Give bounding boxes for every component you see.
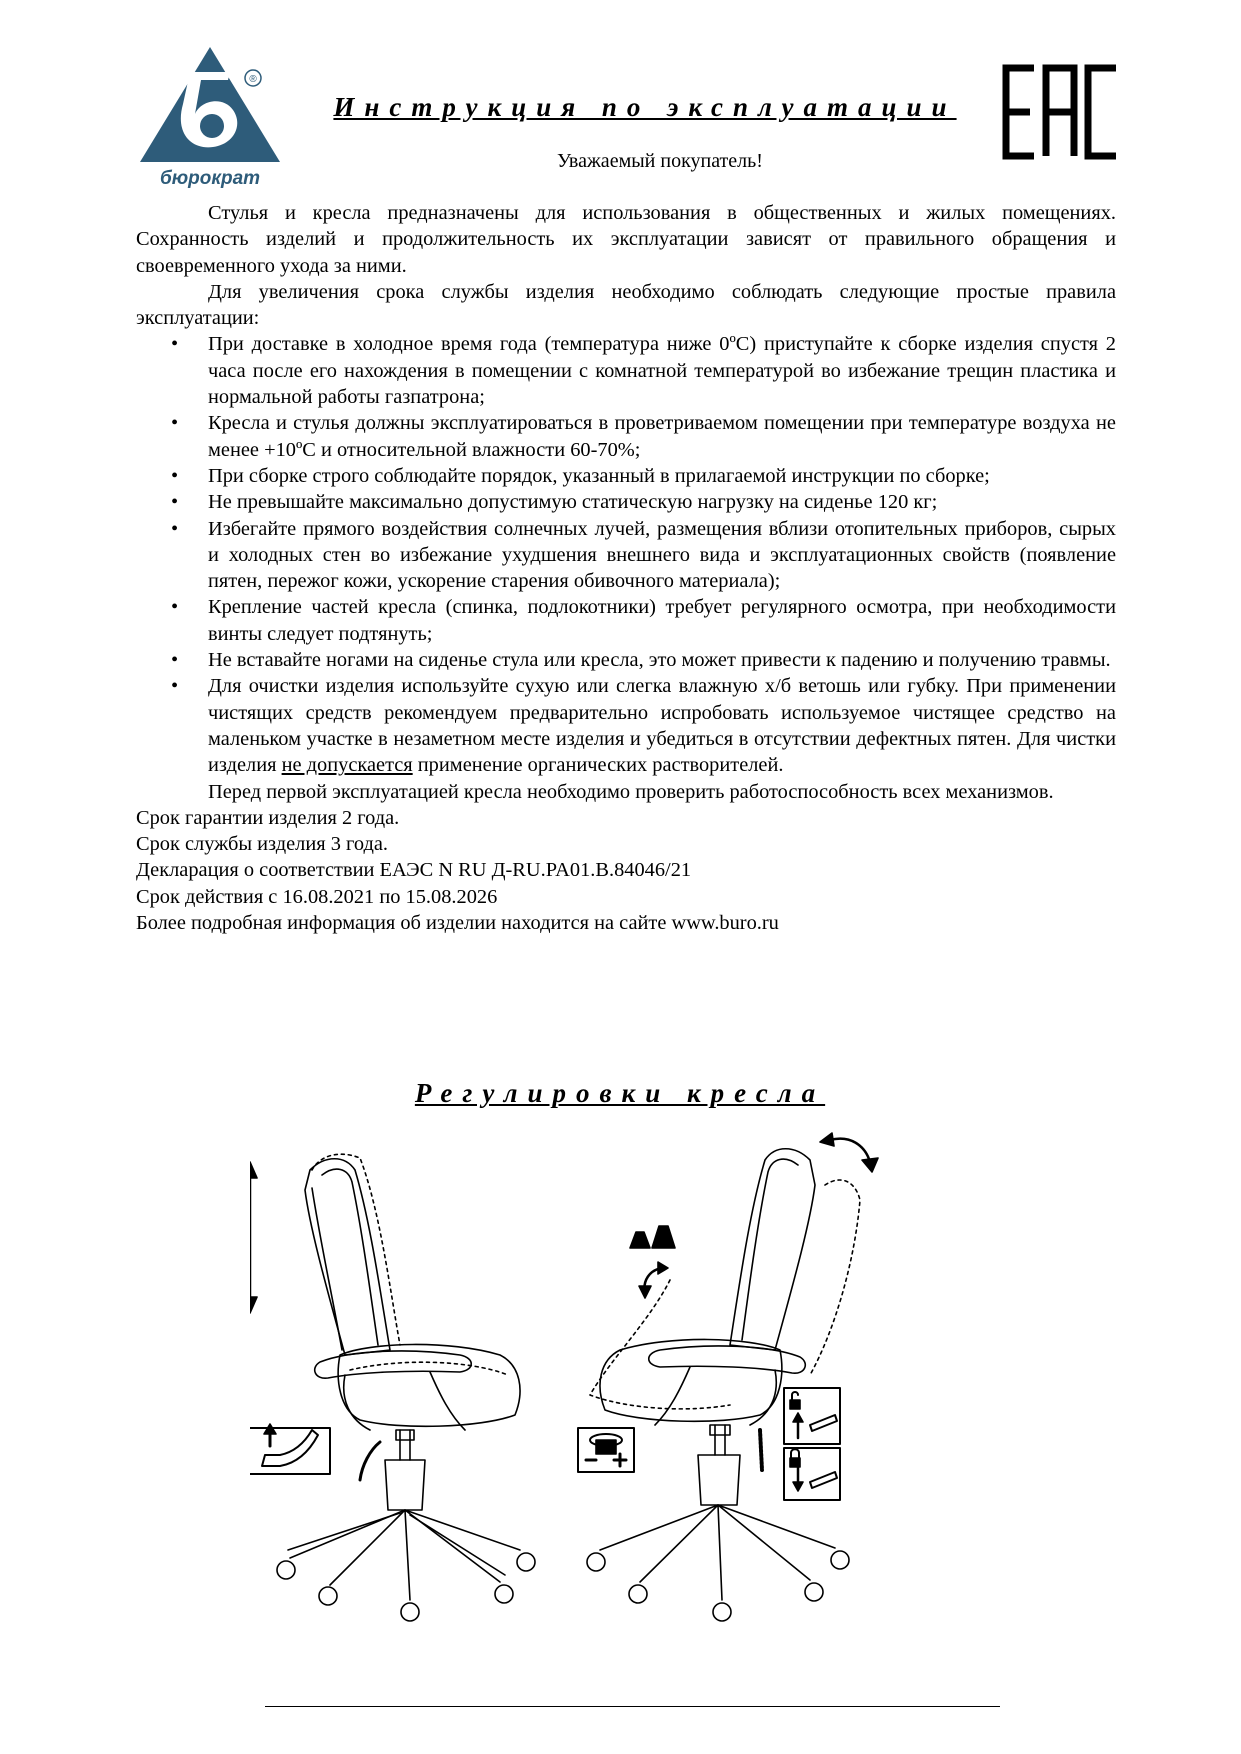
bullet: • bbox=[171, 412, 179, 435]
rule-text: Кресла и стулья должны эксплуатироваться в проветриваемом помещении при температуре воздуха не менее +10ºС и относительной влажности 60-70%; bbox=[208, 412, 1116, 461]
more-info-line: Более подробная информация об изделии находится на сайте www.buro.ru bbox=[136, 912, 779, 935]
rule-text: При сборке строго соблюдайте порядок, указанный в прилагаемой инструкции по сборке; bbox=[208, 464, 990, 487]
bullet: • bbox=[171, 491, 179, 514]
greeting: Уважаемый покупатель! bbox=[557, 150, 763, 172]
list-item bbox=[136, 463, 1116, 489]
bullet: • bbox=[171, 517, 179, 540]
brand-name: бюрократ bbox=[159, 168, 261, 189]
tilt-tension-knob-icon bbox=[578, 1428, 634, 1472]
buro-logo bbox=[135, 42, 285, 192]
bullet: • bbox=[171, 649, 179, 672]
left-chair-illustration bbox=[250, 1154, 535, 1621]
eac-label: EAC bbox=[1002, 64, 1004, 65]
list-item bbox=[136, 489, 1116, 515]
tilt-tension-weight-icon bbox=[630, 1226, 675, 1298]
bullet: • bbox=[171, 464, 179, 487]
list-item bbox=[136, 331, 1116, 410]
tilt-lock-icon bbox=[784, 1448, 840, 1500]
footer-divider bbox=[265, 1706, 1000, 1707]
right-chair-illustration bbox=[587, 1149, 860, 1621]
adjustments-title: Регулировки кресла bbox=[414, 1078, 826, 1108]
chair-adjustment-diagram bbox=[250, 1130, 1010, 1690]
list-item bbox=[136, 410, 1116, 463]
intro-paragraph-1: Стулья и кресла предназначены для использования в общественных и жилых помещениях. Сохранность изделий и продолжительность их эксплуатации зависят от правильного обращения и своевременного ухода за ними. bbox=[136, 202, 1116, 277]
cleaning-warning-underlined: не допускается bbox=[281, 754, 413, 777]
bullet: • bbox=[171, 675, 179, 698]
tilt-unlock-icon bbox=[784, 1388, 840, 1444]
registered-mark: ® bbox=[249, 74, 257, 85]
rule-text: Не вставайте ногами на сиденье стула или кресла, это может привести к падению и получению травмы. bbox=[208, 649, 1111, 672]
height-adjustment-lever-icon bbox=[250, 1424, 330, 1474]
list-item bbox=[136, 594, 1116, 647]
warranty-line: Срок гарантии изделия 2 года. bbox=[136, 806, 400, 829]
cleaning-text-after: применение органических растворителей. bbox=[412, 754, 784, 777]
rule-text: Не превышайте максимально допустимую статическую нагрузку на сиденье 120 кг; bbox=[208, 491, 938, 514]
rule-text: Избегайте прямого воздействия солнечных лучей, размещения вблизи отопительных приборов, сырых и холодных стен во избежание ухудшения внешнего вида и эксплуатационных свойств (появление пятен, пережог кожи, ускорение старения обивочного материала); bbox=[208, 517, 1116, 593]
instructions-body bbox=[136, 200, 1116, 936]
list-item bbox=[136, 647, 1116, 673]
usage-rules-list bbox=[136, 331, 1116, 778]
bullet: • bbox=[171, 333, 179, 356]
check-mechanisms-paragraph: Перед первой эксплуатацией кресла необходимо проверить работоспособность всех механизмов. bbox=[208, 780, 1054, 803]
validity-line: Срок действия с 16.08.2021 по 15.08.2026 bbox=[136, 885, 498, 908]
list-item-cleaning bbox=[136, 673, 1116, 778]
eac-certification-icon bbox=[1002, 64, 1122, 160]
list-item bbox=[136, 516, 1116, 595]
bullet: • bbox=[171, 596, 179, 619]
page-title: Инструкция по эксплуатации bbox=[333, 92, 957, 122]
rule-text: При доставке в холодное время года (температура ниже 0ºС) приступайте к сборке изделия спустя 2 часа после его нахождения в помещении с комнатной температурой во избежание трещин пластика и нормальной работы газпатрона; bbox=[208, 333, 1116, 409]
backrest-recline-arrow-icon bbox=[820, 1133, 878, 1172]
cleaning-text-before: Для очистки изделия используйте сухую или слегка влажную х/б ветошь или губку. При применении чистящих средств рекомендуем предварительно испробовать используемое чистящее средство на маленьком участке в незаметном месте изделия и убедиться в отсутствии дефектных пятен. Для чистки изделия bbox=[208, 675, 1116, 777]
declaration-line: Декларация о соответствии ЕАЭС N RU Д-RU.PA01.B.84046/21 bbox=[136, 859, 692, 882]
intro-paragraph-2: Для увеличения срока службы изделия необходимо соблюдать следующие простые правила эксплуатации: bbox=[136, 280, 1116, 330]
rule-text: Крепление частей кресла (спинка, подлокотники) требует регулярного осмотра, при необходимости винты следует подтянуть; bbox=[208, 596, 1116, 645]
service-life-line: Срок службы изделия 3 года. bbox=[136, 833, 389, 856]
